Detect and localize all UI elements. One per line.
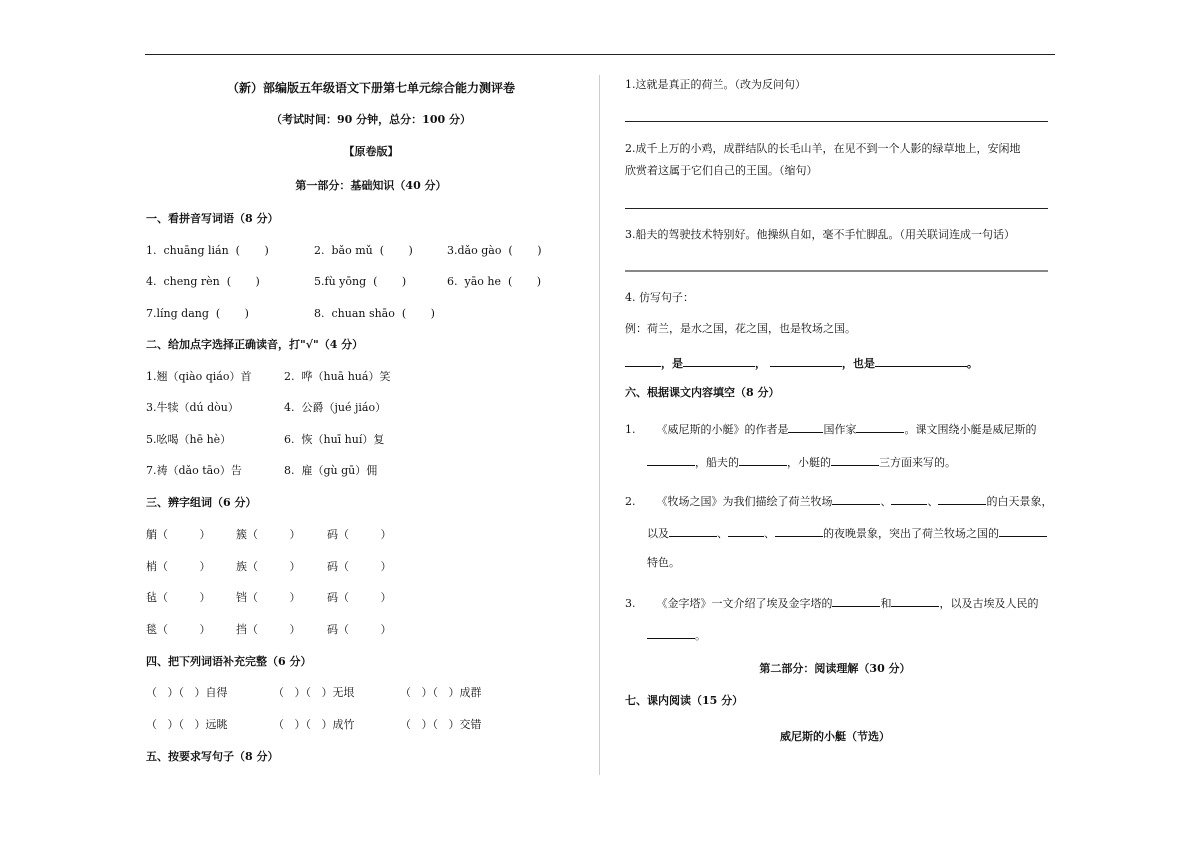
fill-q2-cont[interactable]: 以及 、 、 的夜晚景象，突出了荷兰牧场之国的 [647,525,1047,541]
version-label: 【原卷版】 [343,145,399,158]
fill-q3-cont[interactable]: 。 [647,627,706,643]
reading-item: 3.牛犊（dú dòu） [146,401,239,414]
reading-item: 1.翘（qiào qiáo）首 [146,370,252,383]
answer-line[interactable] [625,270,1048,272]
pinyin-item: 5.fù yōng ( ) [314,275,407,288]
word-item: 码（ ） [327,623,392,636]
sentence-q3: 3.船夫的驾驶技术特别好。他操纵自如，毫不手忙脚乱。（用关联词连成一句话） [625,228,1015,241]
idiom-item: （ ）（ ）远眺 [146,718,228,731]
part1-heading: 第一部分：基础知识（40 分） [295,179,447,192]
reading-item: 6. 恢（huī huí）复 [284,433,385,446]
imitation-blanks[interactable]: ，是 ， ，也是 。 [625,355,978,371]
sentence-q2: 2.成千上万的小鸡，成群结队的长毛山羊，在见不到一个人影的绿草地上，安闲地 [625,142,1021,155]
fill-q2-end: 特色。 [647,556,680,569]
sentence-q4: 4. 仿写句子： [625,291,694,304]
reading-item: 7.祷（dǎo tāo）告 [146,464,242,477]
answer-line[interactable] [625,208,1048,209]
section7-title: 七、课内阅读（15 分） [625,694,744,707]
passage-title: 威尼斯的小艇（节选） [780,730,890,743]
top-rule [145,54,1055,55]
fill-q1[interactable]: 1. 《威尼斯的小艇》的作者是 国作家 。课文围绕小艇是威尼斯的 [625,423,1037,436]
section2-title: 二、给加点字选择正确读音，打"√"（4 分） [146,338,364,351]
idiom-item: （ ）（ ）无垠 [273,686,355,699]
section6-title: 六、根据课文内容填空（8 分） [625,386,780,399]
pinyin-item: 7.líng dang ( ) [146,307,249,320]
word-item: 码（ ） [327,591,392,604]
reading-item: 4. 公爵（jué jiáo） [284,401,387,414]
word-item: 码（ ） [327,528,392,541]
fill-q3[interactable]: 3. 《金字塔》一文介绍了埃及金字塔的 和 ，以及古埃及人民的 [625,597,1039,610]
exam-title: （新）部编版五年级语文下册第七单元综合能力测评卷 [226,81,515,95]
section4-title: 四、把下列词语补充完整（6 分） [146,655,312,668]
word-item: 族（ ） [236,560,301,573]
word-item: 码（ ） [327,560,392,573]
pinyin-item: 4. cheng rèn ( ) [146,275,260,288]
pinyin-item: 6. yāo he ( ) [447,275,542,288]
section1-title: 一、看拼音写词语（8 分） [146,212,279,225]
part2-heading: 第二部分：阅读理解（30 分） [759,662,911,675]
section5-title: 五、按要求写句子（8 分） [146,750,279,763]
pinyin-item: 1. chuāng lián ( ) [146,244,269,257]
answer-line[interactable] [625,121,1048,122]
word-item: 毡（ ） [146,591,211,604]
fill-q1-cont[interactable]: ，船夫的 ，小艇的 三方面来写的。 [647,454,956,470]
example-sentence: 例：荷兰，是水之国，花之国，也是牧场之国。 [625,322,856,335]
sentence-q2-cont: 欣赏着这属于它们自己的王国。（缩句） [625,164,818,177]
reading-item: 8. 雇（gù gū）佣 [284,464,378,477]
pinyin-item: 8. chuan shāo ( ) [314,307,435,320]
idiom-item: （ ）（ ）成竹 [273,718,355,731]
section3-title: 三、辨字组词（6 分） [146,496,257,509]
column-divider [599,75,600,775]
word-item: 艄（ ） [146,528,211,541]
reading-item: 2. 哗（huā huá）笑 [284,370,391,383]
idiom-item: （ ）（ ）自得 [146,686,228,699]
reading-item: 5.吆喝（hē hè） [146,433,232,446]
idiom-item: （ ）（ ）交错 [400,718,482,731]
fill-q2[interactable]: 2. 《牧场之国》为我们描绘了荷兰牧场 、 、 的白天景象， [625,495,1053,508]
word-item: 毯（ ） [146,623,211,636]
word-item: 铛（ ） [236,591,301,604]
word-item: 梢（ ） [146,560,211,573]
exam-subtitle: （考试时间：90 分钟，总分：100 分） [271,113,471,126]
pinyin-item: 2. bǎo mǔ ( ) [314,244,413,257]
idiom-item: （ ）（ ）成群 [400,686,482,699]
sentence-q1: 1.这就是真正的荷兰。（改为反问句） [625,78,806,91]
pinyin-item: 3.dǎo gào ( ) [447,244,542,257]
word-item: 簇（ ） [236,528,301,541]
word-item: 挡（ ） [236,623,301,636]
